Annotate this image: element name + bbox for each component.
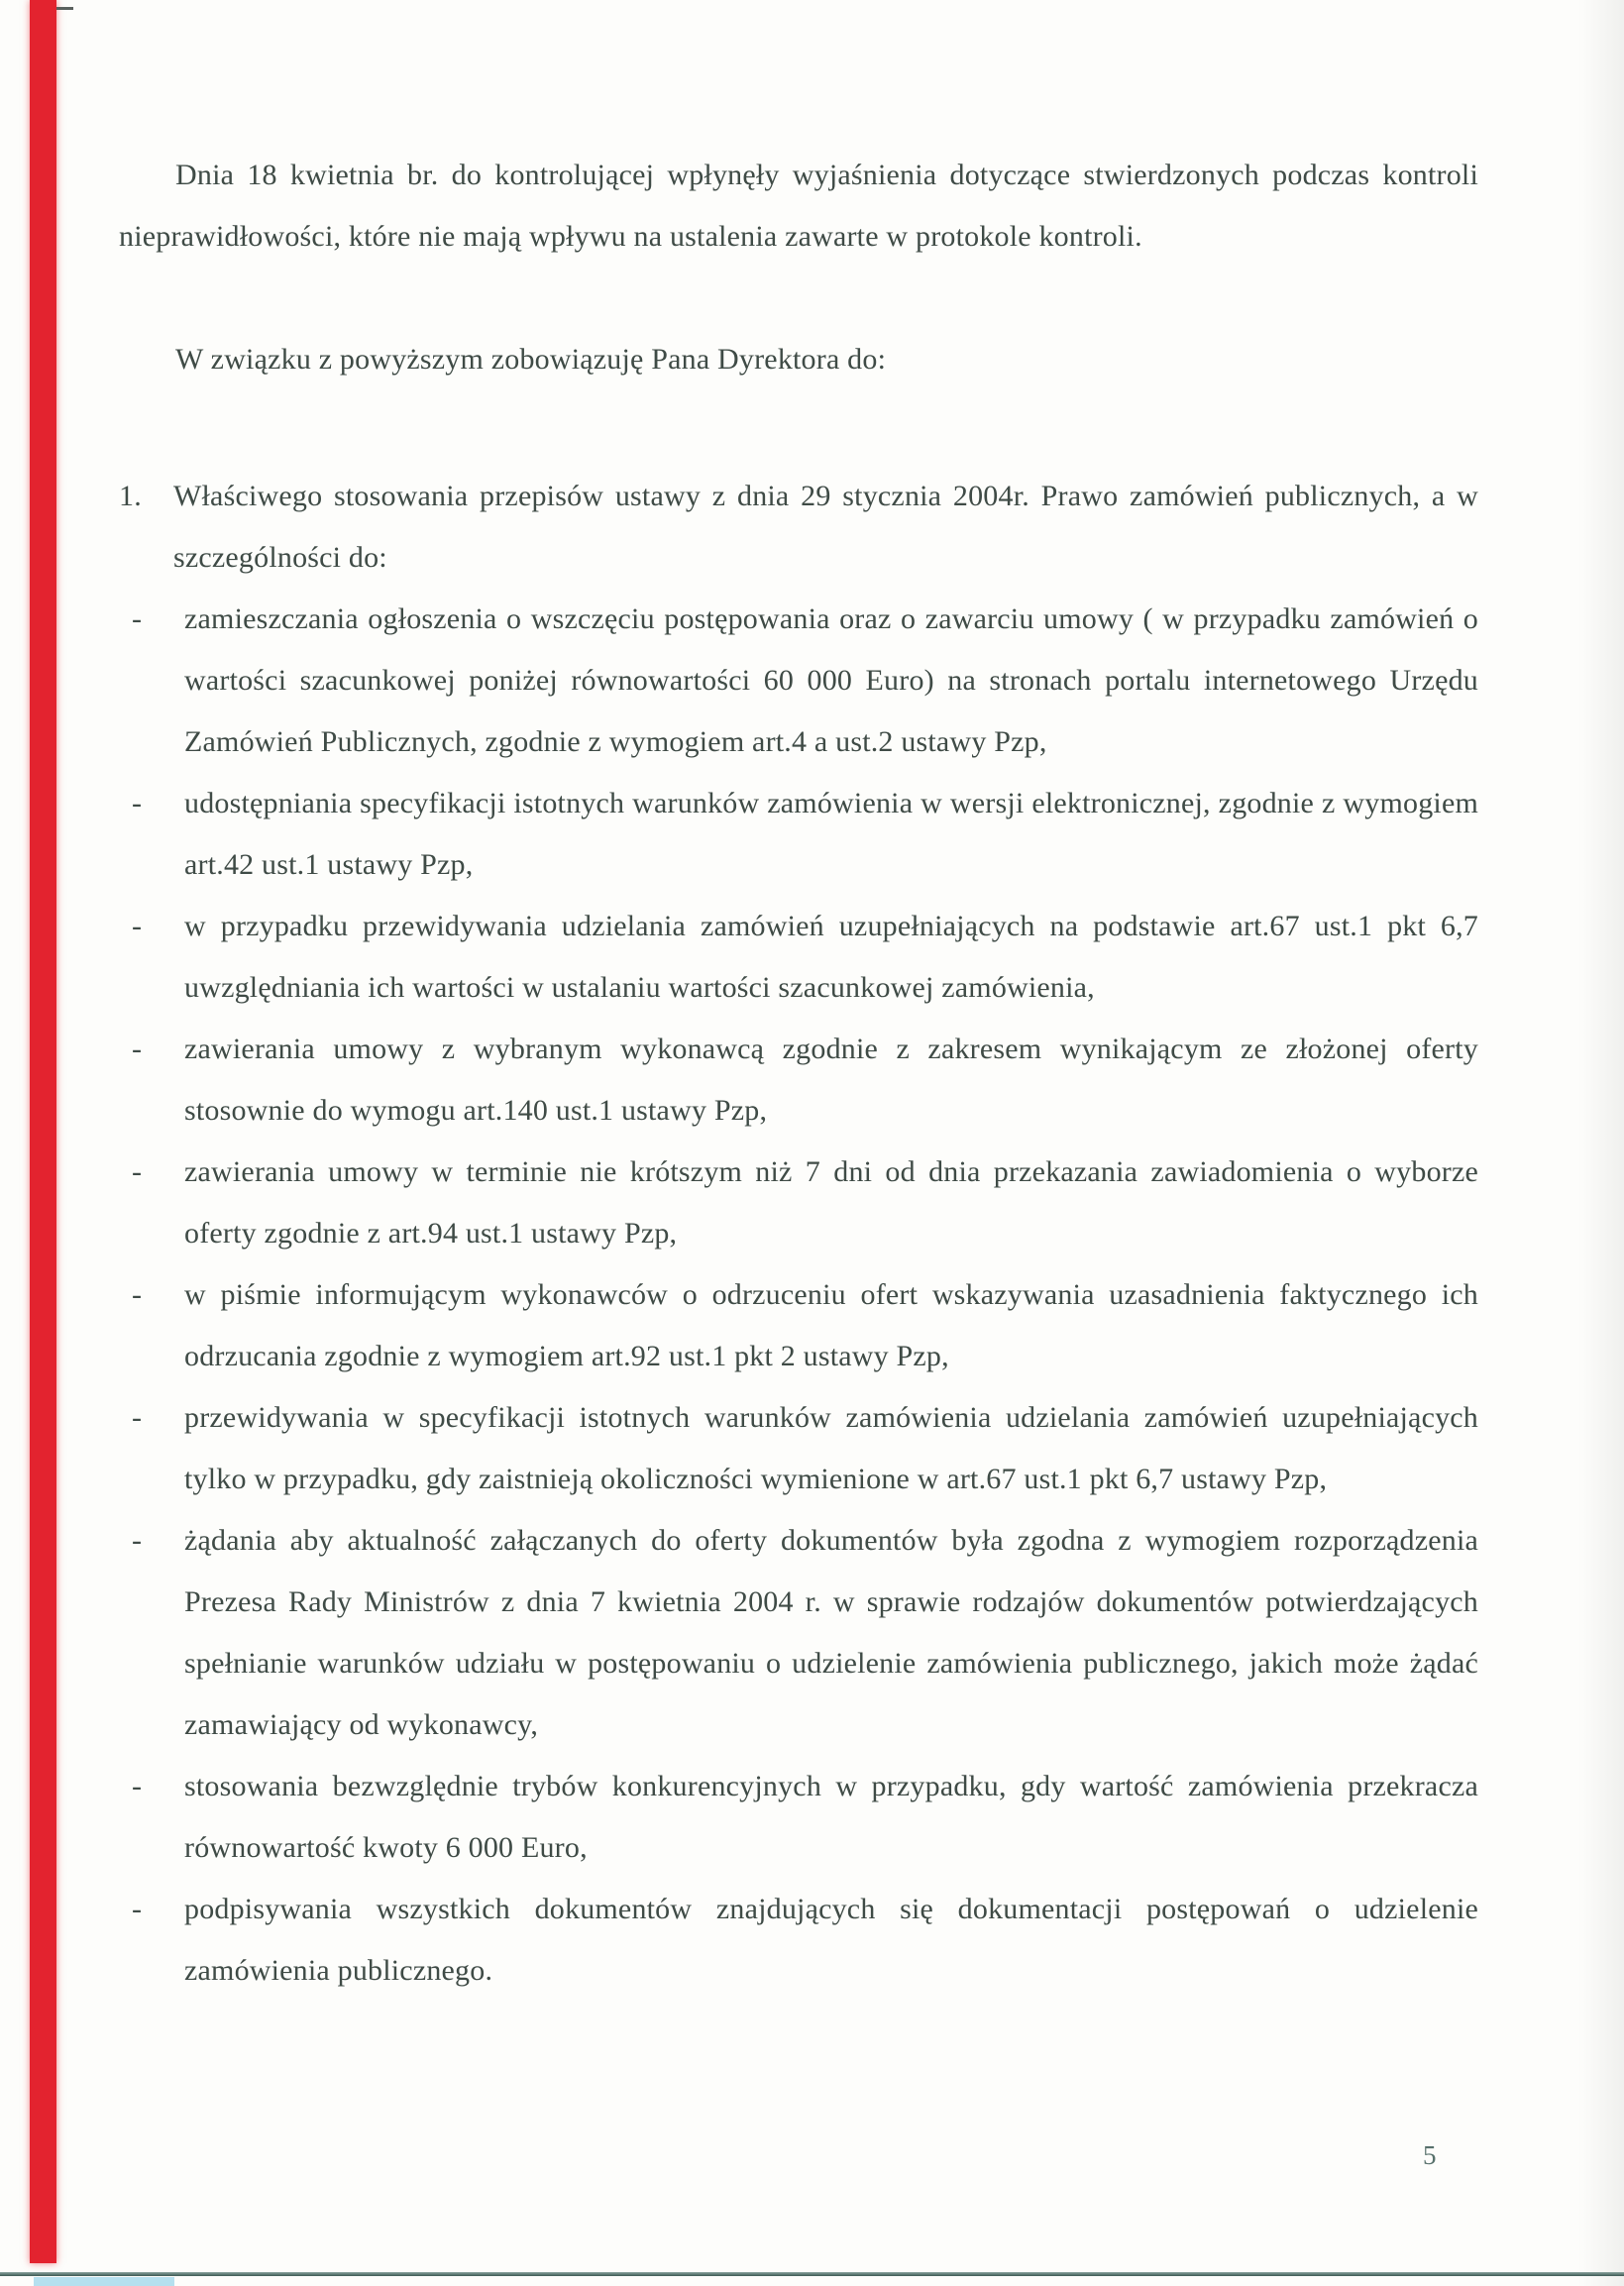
- list-item: [119, 1879, 1478, 2002]
- scan-bottom-blue-patch: [34, 2277, 174, 2286]
- bullet-dash: -: [132, 1401, 143, 1434]
- bullet-text: żądania aby aktualność załączanych do oferty dokumentów była zgodna z wymogiem rozporządzenia Prezesa Rady Ministrów z dnia 7 kwietnia 2004 r. w sprawie rodzajów dokumentów potwierdzających spełnianie warunków udziału w postępowaniu o udzielenie zamówienia publicznego, jakich może żądać zamawiający od wykonawcy,: [184, 1524, 1478, 1741]
- paragraph-intro: Dnia 18 kwietnia br. do kontrolującej wpłynęły wyjaśnienia dotyczące stwierdzonych podczas kontroli nieprawidłowości, które nie mają wpływu na ustalenia zawarte w protokole kontroli.: [119, 159, 1478, 253]
- numbered-item-marker: 1.: [119, 480, 142, 512]
- bullet-text: udostępniania specyfikacji istotnych warunków zamówienia w wersji elektronicznej, zgodnie z wymogiem art.42 ust.1 ustawy Pzp,: [184, 787, 1478, 881]
- bullet-dash: -: [132, 602, 143, 635]
- list-item: [119, 1142, 1478, 1264]
- list-item: [119, 1387, 1478, 1510]
- bullet-text: zawierania umowy w terminie nie krótszym niż 7 dni od dnia przekazania zawiadomienia o wyborze oferty zgodnie z art.94 ust.1 ustawy Pzp,: [184, 1155, 1478, 1250]
- bullet-text: w piśmie informującym wykonawców o odrzuceniu ofert wskazywania uzasadnienia faktycznego ich odrzucania zgodnie z wymogiem art.92 ust.1 pkt 2 ustawy Pzp,: [184, 1278, 1478, 1372]
- scan-artifact-top-dash: [56, 7, 73, 10]
- bullet-dash: -: [132, 1770, 143, 1802]
- bullet-dash: -: [132, 1155, 143, 1188]
- bullet-dash: -: [132, 787, 143, 819]
- bullet-text: w przypadku przewidywania udzielania zamówień uzupełniających na podstawie art.67 ust.1 pkt 6,7 uwzględniania ich wartości w ustalaniu wartości szacunkowej zamówienia,: [184, 910, 1478, 1004]
- numbered-item-text: Właściwego stosowania przepisów ustawy z dnia 29 stycznia 2004r. Prawo zamówień publicznych, a w szczególności do:: [173, 480, 1478, 574]
- bullet-dash: -: [132, 1893, 143, 1925]
- list-item: [119, 1019, 1478, 1142]
- list-item: [119, 1264, 1478, 1387]
- bullet-dash: -: [132, 1278, 143, 1311]
- bullet-dash: -: [132, 910, 143, 942]
- bullet-text: zamieszczania ogłoszenia o wszczęciu postępowania oraz o zawarciu umowy ( w przypadku zamówień o wartości szacunkowej poniżej równowartości 60 000 Euro) na stronach portalu internetowego Urzędu Zamówień Publicznych, zgodnie z wymogiem art.4 a ust.2 ustawy Pzp,: [184, 602, 1478, 758]
- bullet-text: zawierania umowy z wybranym wykonawcą zgodnie z zakresem wynikającym ze złożonej oferty stosownie do wymogu art.140 ust.1 ustawy Pzp,: [184, 1033, 1478, 1127]
- scan-bottom-rule: [0, 2272, 1624, 2276]
- list-item: [119, 896, 1478, 1019]
- list-item: [119, 1756, 1478, 1879]
- numbered-item-1: [119, 466, 1478, 589]
- list-item: [119, 589, 1478, 773]
- bullet-text: przewidywania w specyfikacji istotnych warunków zamówienia udzielania zamówień uzupełniających tylko w przypadku, gdy zaistnieją okoliczności wymienione w art.67 ust.1 pkt 6,7 ustawy Pzp,: [184, 1401, 1478, 1495]
- bullet-text: podpisywania wszystkich dokumentów znajdujących się dokumentacji postępowań o udzielenie zamówienia publicznego.: [184, 1893, 1478, 1987]
- scan-edge-right-shadow: [1578, 0, 1624, 2286]
- bullet-text: stosowania bezwzględnie trybów konkurencyjnych w przypadku, gdy wartość zamówienia przekracza równowartość kwoty 6 000 Euro,: [184, 1770, 1478, 1864]
- bullet-dash: -: [132, 1033, 143, 1065]
- bullet-dash: -: [132, 1524, 143, 1557]
- list-item: [119, 1510, 1478, 1756]
- list-item: [119, 773, 1478, 896]
- page-number: 5: [1423, 2140, 1437, 2170]
- document-body: [119, 145, 1478, 2002]
- scan-edge-red-stripe: [30, 0, 56, 2263]
- paragraph-obligation-lead: W związku z powyższym zobowiązuję Pana Dyrektora do:: [175, 343, 887, 376]
